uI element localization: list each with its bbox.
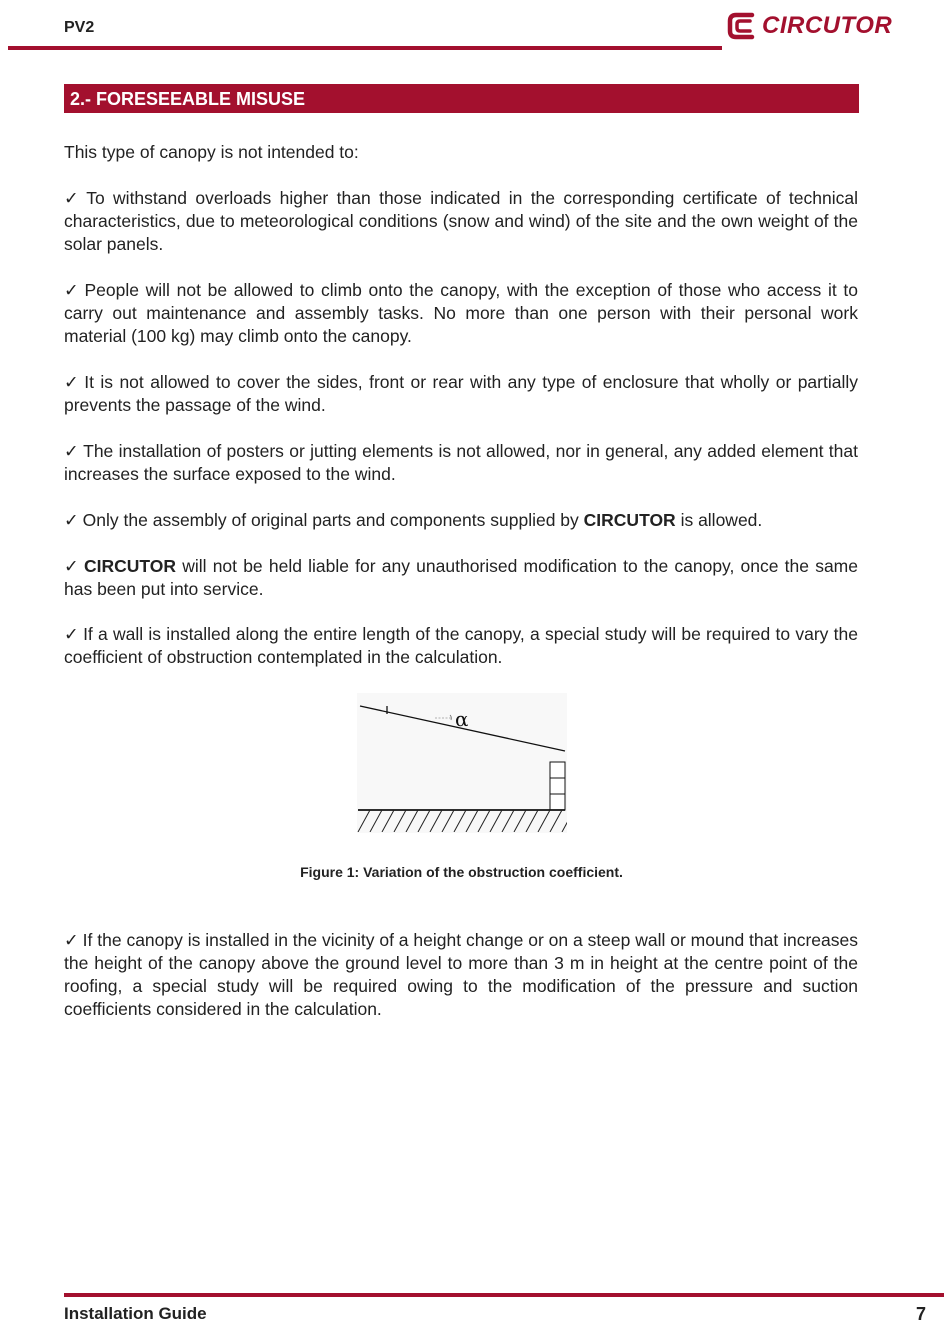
list-item-text: is allowed. [675, 510, 763, 530]
list-item-text: To withstand overloads higher than those indicated in the corresponding certificate of technical characteristics, due to meteorological conditions (snow and wind) of the site and the own weight of the solar panels. [64, 188, 858, 254]
list-item-text: Only the assembly of original parts and components supplied by [82, 510, 584, 530]
check-icon: ✓ [64, 624, 80, 644]
section-header [64, 84, 859, 113]
figure-caption: Figure 1: Variation of the obstruction coefficient. [300, 864, 623, 880]
list-item-text: People will not be allowed to climb onto the canopy, with the exception of those who access it to carry out maintenance and assembly tasks. No more than one person with their personal work material (100 kg) may climb onto the canopy. [64, 280, 858, 346]
canopy-diagram [357, 693, 567, 833]
list-item-text: If the canopy is installed in the vicinity of a height change or on a steep wall or mound that increases the height of the canopy above the ground level to more than 3 m in height at the centre point of the roofing, a special study will be required owing to the modification of the pressure and suction coefficients considered in the calculation. [64, 930, 858, 1019]
check-icon: ✓ [64, 556, 80, 576]
list-item-text: If a wall is installed along the entire length of the canopy, a special study will be required to vary the coefficient of obstruction contemplated in the calculation. [64, 624, 858, 667]
brand-name: CIRCUTOR [762, 12, 893, 39]
circutor-logo-icon [726, 9, 760, 43]
list-item [64, 623, 858, 669]
list-item-text: will not be held liable for any unauthorised modification to the canopy, once the same has been put into service. [64, 556, 858, 599]
obstruction-figure [357, 693, 567, 833]
check-icon: ✓ [64, 510, 79, 530]
brand-mention: CIRCUTOR [83, 556, 177, 576]
document-code: PV2 [64, 19, 95, 36]
alpha-label: α [455, 707, 469, 731]
wall-block-top [550, 762, 565, 778]
list-item-text: The installation of posters or jutting elements is not allowed, nor in general, any added element that increases the surface exposed to the wind. [64, 441, 858, 484]
intro-text: This type of canopy is not intended to: [64, 142, 359, 162]
footer-rule [64, 1293, 944, 1297]
check-icon: ✓ [64, 280, 81, 300]
wall-block-middle [550, 778, 565, 794]
header-rule [8, 46, 722, 50]
section-title: 2.- FORESEEABLE MISUSE [70, 89, 306, 109]
footer-title: Installation Guide [64, 1304, 207, 1323]
page-number: 7 [916, 1304, 927, 1324]
list-item-text: It is not allowed to cover the sides, front or rear with any type of enclosure that wholly or partially prevents the passage of the wind. [64, 372, 859, 415]
list-item [64, 509, 858, 532]
list-item [64, 371, 858, 417]
wall-block-bottom [550, 794, 565, 810]
list-item [64, 187, 858, 256]
list-item [64, 279, 858, 348]
brand-mention: CIRCUTOR [583, 510, 676, 530]
check-icon: ✓ [64, 930, 79, 950]
check-icon: ✓ [64, 372, 81, 392]
circutor-logo [726, 8, 906, 44]
list-item [64, 555, 858, 601]
check-icon: ✓ [64, 441, 80, 461]
list-item [64, 929, 858, 1021]
list-item [64, 440, 858, 486]
check-icon: ✓ [64, 188, 83, 208]
